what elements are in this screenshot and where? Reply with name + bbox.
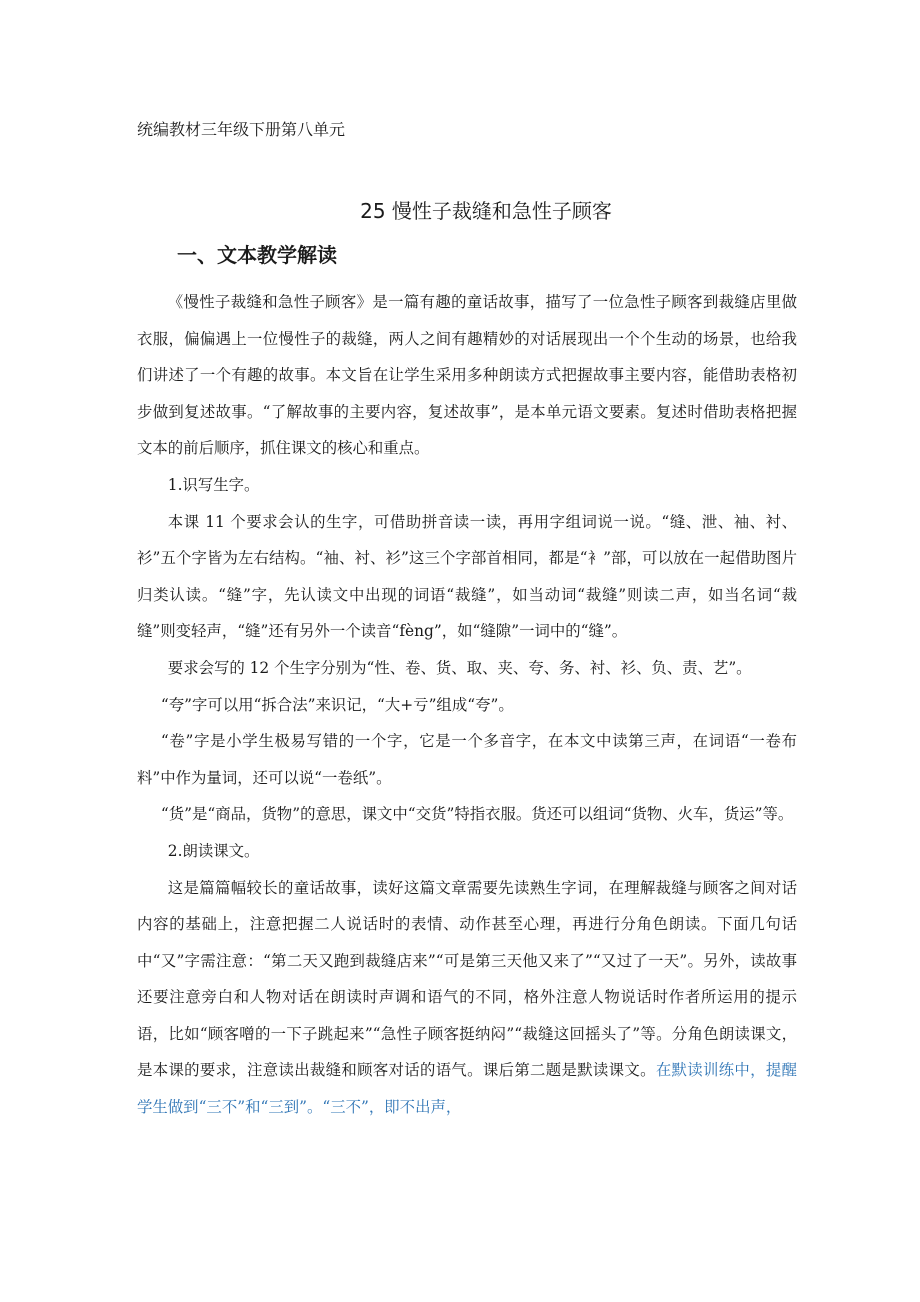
item1-paragraph-3: “夸”字可以用“拆合法”来识记，“大+亏”组成“夸”。 [160, 695, 514, 714]
item2-paragraph-1 [137, 870, 797, 1126]
section-heading: 一、文本教学解读 [177, 243, 337, 267]
item1-paragraph-1: 本课 11 个要求会认的生字，可借助拼音读一读，再用字组词说一说。“缝、泄、袖、衬、衫”五个字皆为左右结构。“袖、衬、衫”这三个字部首相同，都是“衤”部，可以放在一起借助图片归类认读。“缝”字，先认读文中出现的词语“裁缝”，如当动词“裁缝”则读二声，如当名词“裁缝”则变轻声，“缝”还有另外一个读音“fèng”，如“缝隙”一词中的“缝”。 [137, 512, 797, 641]
highlighted-text: 在默读训练中，提醒学生做到“三不”和“三到”。“三不”，即不出声， [137, 1061, 797, 1117]
item1-paragraph-4: “卷”字是小学生极易写错的一个字，它是一个多音字，在本文中读第三声，在词语“一卷布料”中作为量词，还可以说“一卷纸”。 [137, 732, 797, 787]
item2-paragraph-1-text: 这是篇篇幅较长的童话故事，读好这篇文章需要先读熟生字词，在理解裁缝与顾客之间对话内容的基础上，注意把握二人说话时的表情、动作甚至心理，再进行分角色朗读。下面几句话中“又”字需注意：“第二天又跑到裁缝店来”“可是第三天他又来了”“又过了一天”。另外，读故事还要注意旁白和人物对话在朗读时声调和语气的不同，格外注意人物说话时作者所运用的提示语，比如“顾客噌的一下子跳起来”“急性子顾客挺纳闷”“裁缝这回摇头了”等。分角色朗读课文，是本课的要求，注意读出裁缝和顾客对话的语气。课后第二题是默读课文。 [137, 878, 797, 1080]
unit-label: 统编教材三年级下册第八单元 [137, 120, 346, 139]
intro-paragraph: 《慢性子裁缝和急性子顾客》是一篇有趣的童话故事，描写了一位急性子顾客到裁缝店里做衣服，偏偏遇上一位慢性子的裁缝，两人之间有趣精妙的对话展现出一个个生动的场景，也给我们讲述了一个有趣的故事。本文旨在让学生采用多种朗读方式把握故事主要内容，能借助表格初步做到复述故事。“了解故事的主要内容，复述故事”，是本单元语文要素。复述时借助表格把握文本的前后顺序，抓住课文的核心和重点。 [137, 293, 797, 458]
item1-heading: 1.识写生字。 [167, 475, 260, 494]
document-body [137, 284, 797, 1126]
lesson-title: 25 慢性子裁缝和急性子顾客 [360, 199, 612, 223]
item1-paragraph-2: 要求会写的 12 个生字分别为“性、卷、货、取、夹、夸、务、衬、衫、负、责、艺”。 [167, 658, 752, 677]
item1-paragraph-5: “货”是“商品，货物”的意思，课文中“交货”特指衣服。货还可以组词“货物、火车，货运”等。 [160, 805, 794, 824]
item2-heading: 2.朗读课文。 [167, 841, 260, 860]
